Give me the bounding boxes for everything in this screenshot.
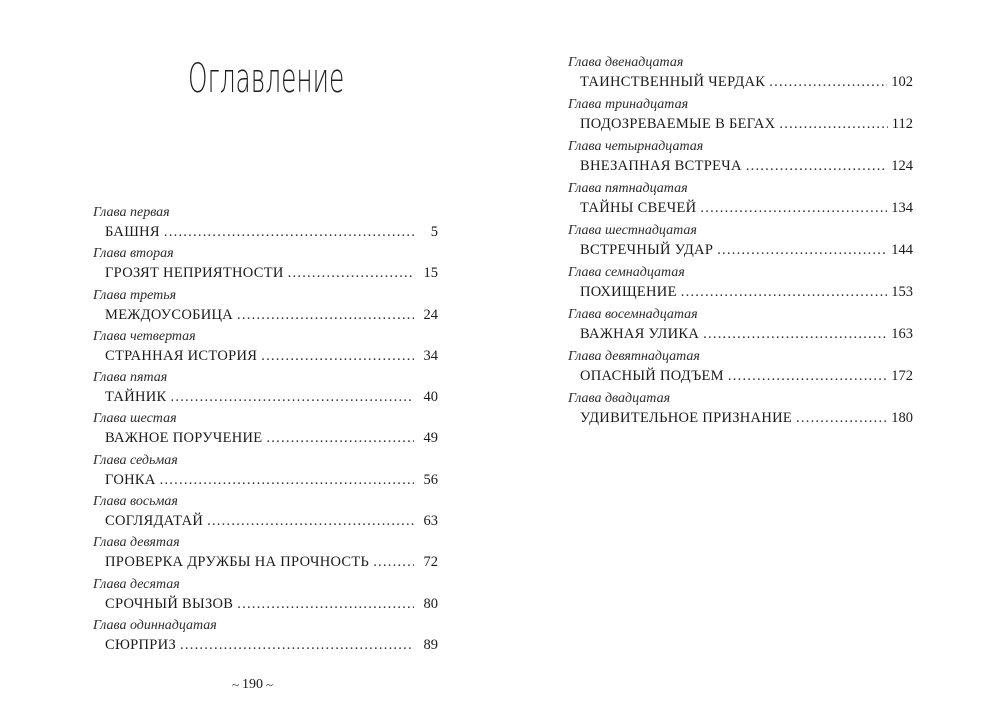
dot-leader xyxy=(164,223,414,241)
chapter-label: Глава восемнадцатая xyxy=(568,307,698,322)
toc-entry[interactable] xyxy=(93,205,438,246)
toc-entry[interactable] xyxy=(93,370,438,411)
dot-leader xyxy=(728,367,887,385)
chapter-label: Глава девятнадцатая xyxy=(568,349,700,364)
toc-entry[interactable] xyxy=(568,391,913,433)
toc-entry[interactable] xyxy=(93,494,438,535)
toc-entry-row xyxy=(105,512,438,530)
chapter-page-number: 144 xyxy=(891,242,913,258)
toc-entry[interactable] xyxy=(568,97,913,139)
dot-leader xyxy=(160,471,414,489)
toc-entry-row xyxy=(105,264,438,282)
chapter-page-number: 180 xyxy=(891,410,913,426)
toc-entry-row xyxy=(105,223,438,241)
dot-leader xyxy=(796,409,887,427)
chapter-label: Глава пятая xyxy=(93,370,168,386)
chapter-page-number: 172 xyxy=(891,368,913,384)
dot-leader xyxy=(746,157,888,175)
page-title: Оглавление xyxy=(188,56,345,102)
chapter-label: Глава десятая xyxy=(93,576,180,592)
chapter-label: Глава двенадцатая xyxy=(568,55,684,70)
toc-entry-row xyxy=(105,306,438,324)
dot-leader xyxy=(180,636,414,654)
toc-entry[interactable] xyxy=(568,139,913,181)
toc-entry-row xyxy=(580,283,913,301)
chapter-title: ВАЖНОЕ ПОРУЧЕНИЕ xyxy=(105,430,263,447)
chapter-label: Глава пятнадцатая xyxy=(568,181,688,196)
chapter-label: Глава шестнадцатая xyxy=(568,223,697,238)
toc-entry[interactable] xyxy=(93,329,438,370)
toc-entry-row xyxy=(105,347,438,365)
ornament-left-icon: ~ xyxy=(232,677,240,692)
dot-leader xyxy=(207,512,414,530)
chapter-page-number: 72 xyxy=(423,554,438,571)
chapter-title: ГРОЗЯТ НЕПРИЯТНОСТИ xyxy=(105,265,284,282)
toc-entry[interactable] xyxy=(568,181,913,223)
toc-entry-row xyxy=(580,409,913,427)
ornament-right-icon: ~ xyxy=(266,677,274,692)
chapter-page-number: 63 xyxy=(423,513,438,530)
dot-leader xyxy=(769,73,887,91)
chapter-title: ВАЖНАЯ УЛИКА xyxy=(580,326,700,342)
chapter-title: ТАЙНЫ СВЕЧЕЙ xyxy=(580,200,697,216)
chapter-page-number: 89 xyxy=(423,636,438,653)
toc-entry-row xyxy=(580,115,913,133)
toc-entry[interactable] xyxy=(93,618,438,659)
toc-entry-row xyxy=(105,553,438,571)
chapter-page-number: 112 xyxy=(891,116,913,132)
dot-leader xyxy=(237,595,414,613)
chapter-page-number: 24 xyxy=(423,306,438,323)
dot-leader xyxy=(171,388,415,406)
chapter-title: ТАИНСТВЕННЫЙ ЧЕРДАК xyxy=(580,74,766,90)
chapter-title: ПРОВЕРКА ДРУЖБЫ НА ПРОЧНОСТЬ xyxy=(105,554,370,571)
toc-entry[interactable] xyxy=(93,535,438,576)
page-footer xyxy=(232,677,273,693)
chapter-page-number: 102 xyxy=(891,74,913,90)
chapter-label: Глава семнадцатая xyxy=(568,265,685,280)
toc-entry-row xyxy=(105,388,438,406)
chapter-title: СРОЧНЫЙ ВЫЗОВ xyxy=(105,595,234,612)
chapter-label: Глава седьмая xyxy=(93,452,178,468)
chapter-title: ПОХИЩЕНИЕ xyxy=(580,284,677,300)
chapter-page-number: 49 xyxy=(423,430,438,447)
dot-leader xyxy=(681,283,888,301)
chapter-label: Глава шестая xyxy=(93,411,177,427)
right-page xyxy=(500,0,1000,725)
chapter-title: ТАЙНИК xyxy=(105,389,167,406)
chapter-label: Глава первая xyxy=(93,205,170,220)
toc-entry[interactable] xyxy=(93,246,438,287)
toc-entry-row xyxy=(580,325,913,343)
chapter-title: ВСТРЕЧНЫЙ УДАР xyxy=(580,242,714,258)
dot-leader xyxy=(288,264,414,282)
toc-list-right xyxy=(568,55,913,433)
chapter-page-number: 56 xyxy=(423,471,438,488)
chapter-label: Глава двадцатая xyxy=(568,391,671,406)
toc-entry-row xyxy=(105,429,438,447)
toc-entry[interactable] xyxy=(568,349,913,391)
dot-leader xyxy=(237,306,414,324)
toc-entry[interactable] xyxy=(93,453,438,494)
toc-entry-row xyxy=(580,73,913,91)
chapter-label: Глава девятая xyxy=(93,535,180,551)
dot-leader xyxy=(373,553,414,571)
toc-entry-row xyxy=(580,241,913,259)
toc-entry-row xyxy=(105,471,438,489)
dot-leader xyxy=(703,325,887,343)
toc-entry[interactable] xyxy=(568,223,913,265)
chapter-label: Глава вторая xyxy=(93,246,174,262)
chapter-label: Глава четвертая xyxy=(93,328,196,344)
chapter-label: Глава тринадцатая xyxy=(568,97,689,112)
chapter-page-number: 163 xyxy=(891,326,913,342)
toc-entry-row xyxy=(580,367,913,385)
chapter-title: БАШНЯ xyxy=(105,224,160,240)
toc-entry-row xyxy=(105,595,438,613)
toc-entry-row xyxy=(580,199,913,217)
toc-entry[interactable] xyxy=(568,55,913,97)
chapter-page-number: 153 xyxy=(891,284,913,300)
chapter-page-number: 80 xyxy=(423,595,438,612)
chapter-label: Глава одиннадцатая xyxy=(93,617,217,633)
toc-entry[interactable] xyxy=(568,307,913,349)
toc-entry[interactable] xyxy=(568,265,913,307)
dot-leader xyxy=(261,347,414,365)
chapter-page-number: 40 xyxy=(423,389,438,406)
chapter-title: УДИВИТЕЛЬНОЕ ПРИЗНАНИЕ xyxy=(580,410,793,426)
chapter-title: СОГЛЯДАТАЙ xyxy=(105,513,204,530)
toc-entry[interactable] xyxy=(93,577,438,618)
chapter-title: ВНЕЗАПНАЯ ВСТРЕЧА xyxy=(580,158,742,174)
chapter-title: ГОНКА xyxy=(105,471,156,488)
toc-entry-row xyxy=(580,157,913,175)
chapter-title: ОПАСНЫЙ ПОДЪЕМ xyxy=(580,368,724,384)
toc-entry[interactable] xyxy=(93,411,438,452)
chapter-label: Глава третья xyxy=(93,287,177,303)
dot-leader xyxy=(779,115,887,133)
chapter-label: Глава четырнадцатая xyxy=(568,139,704,154)
chapter-page-number: 5 xyxy=(430,224,438,240)
chapter-label: Глава восьмая xyxy=(93,494,178,510)
chapter-page-number: 134 xyxy=(891,200,913,216)
dot-leader xyxy=(266,429,414,447)
chapter-page-number: 34 xyxy=(423,347,438,364)
page-number: 190 xyxy=(242,677,264,692)
dot-leader xyxy=(700,199,887,217)
toc-entry-row xyxy=(105,636,438,654)
chapter-title: МЕЖДОУСОБИЦА xyxy=(105,306,234,323)
dot-leader xyxy=(717,241,887,259)
chapter-page-number: 124 xyxy=(891,158,913,174)
chapter-title: СЮРПРИЗ xyxy=(105,636,177,653)
chapter-title: СТРАННАЯ ИСТОРИЯ xyxy=(105,347,258,364)
toc-list-left xyxy=(93,205,438,659)
chapter-title: ПОДОЗРЕВАЕМЫЕ В БЕГАХ xyxy=(580,116,776,132)
toc-entry[interactable] xyxy=(93,288,438,329)
chapter-page-number: 15 xyxy=(423,265,438,282)
